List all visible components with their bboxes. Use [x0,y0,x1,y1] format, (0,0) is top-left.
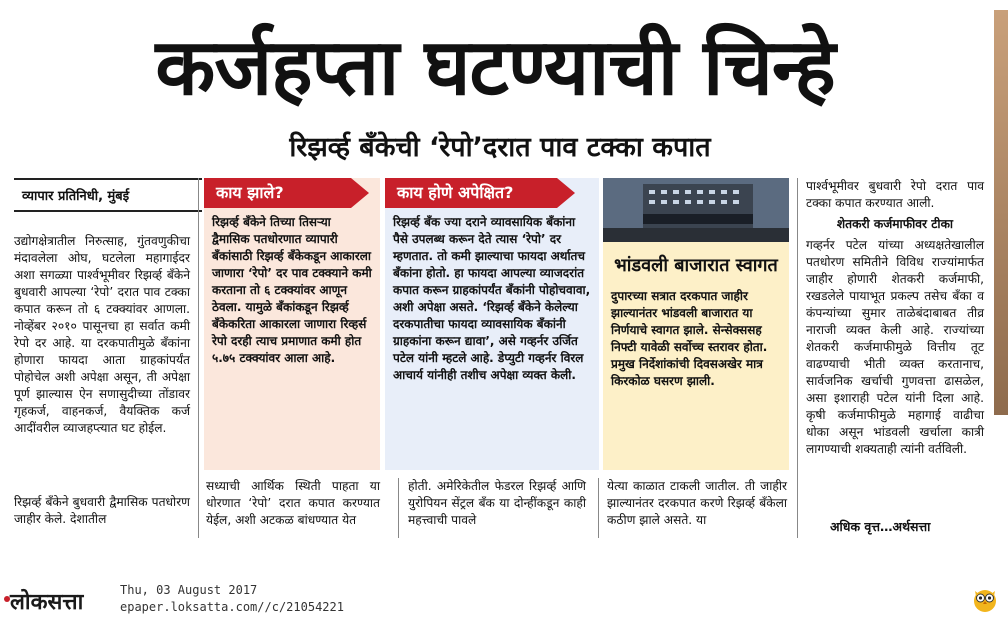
info-box-market [603,178,789,470]
column-divider [198,178,199,538]
info-box-title [204,178,351,208]
info-box-text: दुपारच्या सत्रात दरकपात जाहीर झाल्यानंतर भांडवली बाजारात या निर्णयाचे स्वागत झाले. सेन्सेक्ससह निफ्टी यावेळी सर्वोच्च स्तरावर होता. प्रमुख निर्देशांकांची दिवसअखेर मात्र किरकोळ घसरण झाली. [611,289,768,388]
article-paragraph: उद्योगक्षेत्रातील निरुत्साह, गुंतवणुकीचा मंदावलेला ओघ, घटलेला महागाईदर अशा सगळ्या पार्श्वभूमीवर रिझर्व्ह बँकेने बुधवारी आपल्या ‘रेपो’ दरात पाव टक्का कपात करून तो ६ टक्क्यांवर आणला. नोव्हेंबर २०१० पासूनचा हा सर्वात कमी रेपो दर आहे. या दरकपातीमुळे बँकांना होणारा फायदा आता ग्राहकांपर्यंत पोहोचेल अशी अपेक्षा असून, ती अपेक्षा पूर्ण झाल्यास ऐन सणासुदीच्या तोंडावर गृहकर्ज, वाहनकर्ज, वैयक्तिक कर्ज आदींवरील व्याजहप्त्यात घट होईल. [14,234,190,435]
info-box-title-text: काय होणे अपेक्षित? [397,183,514,202]
info-box-expected [385,178,599,470]
info-box-title [385,178,557,208]
info-box-text: रिझर्व्ह बँकेने तिच्या तिसऱ्या द्वैमासिक पतधोरणात व्यापारी बँकांसाठी रिझर्व्ह बँकेकडून आकारला जाणारा ‘रेपो’ दर पाव टक्क्याने कमी करताना तो ६ टक्क्यांवर आणून ठेवला. यामुळे बँकांकडून रिझर्व्ह बँकेकरिता आकारला जाणारा रिव्हर्स रेपो दरही त्याच प्रमाणात कमी होत ५.७५ टक्क्यांवर आला आहे. [212,215,372,365]
adjacent-page-edge [994,10,1008,415]
headline: कर्जहप्ता घटण्याची चिन्हे [155,23,835,113]
column-divider [398,478,399,538]
column-divider [598,478,599,538]
byline: व्यापार प्रतिनिधी, मुंबई [14,178,202,212]
owl-icon [972,585,998,613]
continued-text: सध्याची आर्थिक स्थिती पाहता या धोरणात ‘रेपो’ दरात कपात करण्यात येईल, अशी अटकळ बांधण्यात येत [206,479,380,527]
info-box-text: रिझर्व्ह बँक ज्या दराने व्यावसायिक बँकांना पैसे उपलब्ध करून देते त्यास ‘रेपो’ दर म्हणतात. तो कमी झाल्याचा फायदा अर्थातच बँकांना होतो. हा फायदा आपल्या व्याजदरांत कपात करून ग्राहकांपर्यंत बँकांनी पोहोचवावा, अशी अपेक्षा असते. ‘रिझर्व्ह बँकेने केलेल्या दरकपातीचा फायदा व्यावसायिक बँकांनी ग्राहकांना करून द्यावा’, असे गव्हर्नर उर्जित पटेल यांनी म्हटले आहे. डेप्युटी गव्हर्नर विरल आचार्य यांनीही तशीच अपेक्षा व्यक्त केली. [393,215,591,382]
continued-text: होती. अमेरिकेतील फेडरल रिझर्व्ह आणि युरोपियन सेंट्रल बँक या दोन्हींकडून काही महत्त्वाची पावले [408,479,586,527]
column-divider [797,178,798,538]
info-box-title: भांडवली बाजारात स्वागत [614,255,778,276]
info-box-title-text: काय झाले? [216,183,284,202]
arrow-shape [557,178,575,208]
article-column-1-end [14,494,190,532]
article-column-5 [806,178,984,462]
article-paragraph: पार्श्वभूमीवर बुधवारी रेपो दरात पाव टक्का कपात करण्यात आली. [806,179,984,210]
article-paragraph: रिझर्व्ह बँकेने बुधवारी द्वैमासिक पतधोरण जाहीर केले. देशातील [14,495,190,526]
article-paragraph: गव्हर्नर पटेल यांच्या अध्यक्षतेखालील पतधोरण समितीने विविध राज्यांमार्फत जाहीर होणारी शेतकरी कर्जमाफी, रखडलेले पायाभूत प्रकल्प तसेच बँका व कंपन्यांच्या सुमार ताळेबंदाबाबत तीव्र नाराजी व्यक्त केली आहे. राज्यांच्या शेतकरी कर्जमाफीमुळे वित्तीय तूट वाढण्याची भीती व्यक्त करतानाच, सार्वजनिक खर्चाची गुणवत्ता ढासळेल, असा इशाराही पटेल यांनी दिला आहे. कृषी कर्जमाफीमुळे महागाई वाढीचा धोका असून भांडवली खर्चाला कात्री लागण्याची शक्यताही त्यांनी वर्तविली. [806,238,984,456]
info-box-what-happened [204,178,380,470]
article-column-1 [14,233,190,441]
edition-url[interactable]: epaper.loksatta.com//c/21054221 [120,600,344,614]
subheadline: रिझर्व्ह बँकेची ‘रेपो’दरात पाव टक्का कपात [289,132,711,163]
continued-text: येत्या काळात टाकली जातील. ती जाहीर झाल्यानंतर दरकपात करणे रिझर्व्ह बँकेला कठीण झाले असते. या [607,479,787,527]
stock-exchange-photo [603,178,789,242]
section-subhead: शेतकरी कर्जमाफीवर टीका [836,217,954,231]
edition-date: Thu, 03 August 2017 [120,583,258,597]
arrow-shape [351,178,369,208]
building-illustration [603,178,789,242]
read-more-link[interactable]: अधिक वृत्त…अर्थसत्ता [830,519,931,534]
publication-logo: लोकसत्ता [10,590,84,615]
